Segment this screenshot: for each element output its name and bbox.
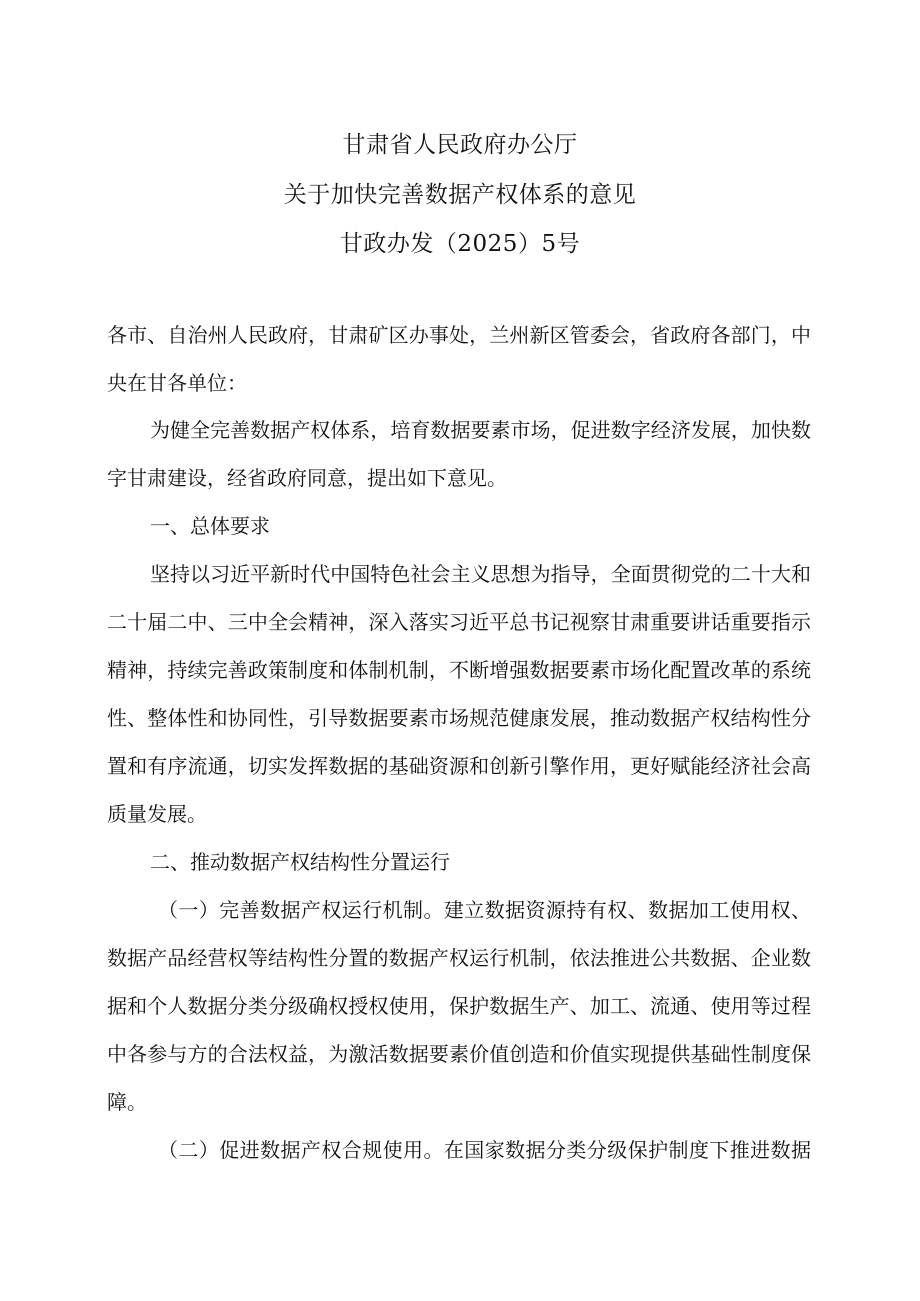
- addressee-line: 各市、自治州人民政府，甘肃矿区办事处，兰州新区管委会，省政府各部门，中: [107, 323, 811, 347]
- document-number: 甘政办发（2025）5号: [339, 231, 581, 257]
- intro-line: 为健全完善数据产权体系，培育数据要素市场，促进数字经济发展，加快数: [150, 418, 811, 442]
- paragraph-line: 据和个人数据分类分级确权授权使用，保护数据生产、加工、流通、使用等过程: [107, 994, 811, 1018]
- section-heading: 二、推动数据产权结构性分置运行: [150, 850, 450, 874]
- paragraph-line: 质量发展。: [107, 802, 207, 826]
- paragraph-line: （一）完善数据产权运行机制。建立数据资源持有权、数据加工使用权、: [158, 898, 811, 922]
- paragraph-line: 性、整体性和协同性，引导数据要素市场规范健康发展，推动数据产权结构性分: [107, 706, 811, 730]
- paragraph-line: 精神，持续完善政策制度和体制机制，不断增强数据要素市场化配置改革的系统: [107, 658, 811, 682]
- section-heading: 一、总体要求: [150, 514, 270, 538]
- paragraph-line: 坚持以习近平新时代中国特色社会主义思想为指导，全面贯彻党的二十大和: [150, 562, 811, 586]
- issuer-title: 甘肃省人民政府办公厅: [342, 132, 578, 158]
- paragraph-line: 障。: [107, 1090, 147, 1114]
- addressee-line: 央在甘各单位：: [107, 371, 247, 395]
- paragraph-line: 二十届二中、三中全会精神，深入落实习近平总书记视察甘肃重要讲话重要指示: [107, 610, 811, 634]
- intro-line: 字甘肃建设，经省政府同意，提出如下意见。: [107, 466, 507, 490]
- paragraph-line: 置和有序流通，切实发挥数据的基础资源和创新引擎作用，更好赋能经济社会高: [107, 754, 811, 778]
- paragraph-line: 数据产品经营权等结构性分置的数据产权运行机制，依法推进公共数据、企业数: [107, 946, 811, 970]
- paragraph-line: （二）促进数据产权合规使用。在国家数据分类分级保护制度下推进数据: [158, 1138, 811, 1162]
- document-title: 关于加快完善数据产权体系的意见: [283, 182, 637, 208]
- paragraph-line: 中各参与方的合法权益，为激活数据要素价值创造和价值实现提供基础性制度保: [107, 1042, 811, 1066]
